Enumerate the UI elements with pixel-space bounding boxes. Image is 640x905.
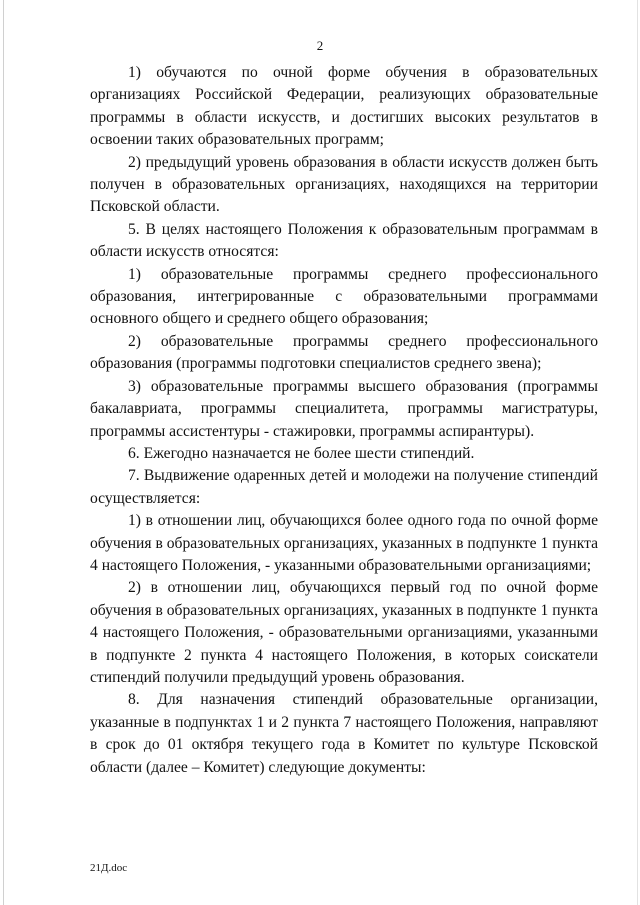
scan-edge-left (3, 0, 4, 905)
paragraph-7: 7. Выдвижение одаренных детей и молодежи на получение стипендий осуществляется: (90, 467, 598, 507)
paragraph-5: 5. В целях настоящего Положения к образовательным программам в области искусств относятся: (90, 220, 598, 261)
paragraph-7-2: 2) в отношении лиц, обучающихся первый год по очной форме обучения в образовательных организациях, указанных в подпункте 1 пункта 4 настоящего Положения, - образовательными организациями, указанными в подпункте 2 пункта 4 настоящего Положения, в которых соискатели стипендий получили предыдущий уровень образования. (90, 579, 598, 686)
paragraph-5-3: 3) образовательные программы высшего образования (программы бакалавриата, программы специалитета, программы магистратуры, программы ассистентуры - стажировки, программы аспирантуры). (90, 377, 598, 440)
paragraph-7-1: 1) в отношении лиц, обучающихся более одного года по очной форме обучения в образовательных организациях, указанных в подпункте 1 пункта 4 настоящего Положения, - указанными образовательными организациями; (90, 512, 598, 574)
paragraph-6: 6. Ежегодно назначается не более шести стипендий. (128, 444, 475, 462)
document-body (90, 62, 598, 779)
page-number: 2 (316, 38, 324, 53)
paragraph-4-1: 1) обучаются по очной форме обучения в образовательных организациях Российской Федерации, реализующих образовательные программы в области искусств, и достигших высоких результатов в освоении таких образовательных программ; (90, 64, 598, 149)
paragraph-5-2: 2) образовательные программы среднего профессионального образования (программы подготовки специалистов среднего звена); (90, 332, 598, 373)
footer-filename: 21Д.doc (90, 862, 128, 874)
paragraph-5-1: 1) образовательные программы среднего профессионального образования, интегрированные с образовательными программами основного общего и среднего общего образования; (90, 265, 598, 328)
scan-edge-right (637, 0, 638, 905)
paragraph-4-2: 2) предыдущий уровень образования в области искусств должен быть получен в образовательных организациях, находящихся на территории Псковской области. (90, 153, 598, 216)
paragraph-8: 8. Для назначения стипендий образовательные организации, указанные в подпунктах 1 и 2 пункта 7 настоящего Положения, направляют в срок до 01 октября текущего года в Комитет по культуре Псковской области (далее – Комитет) следующие документы: (90, 691, 598, 776)
